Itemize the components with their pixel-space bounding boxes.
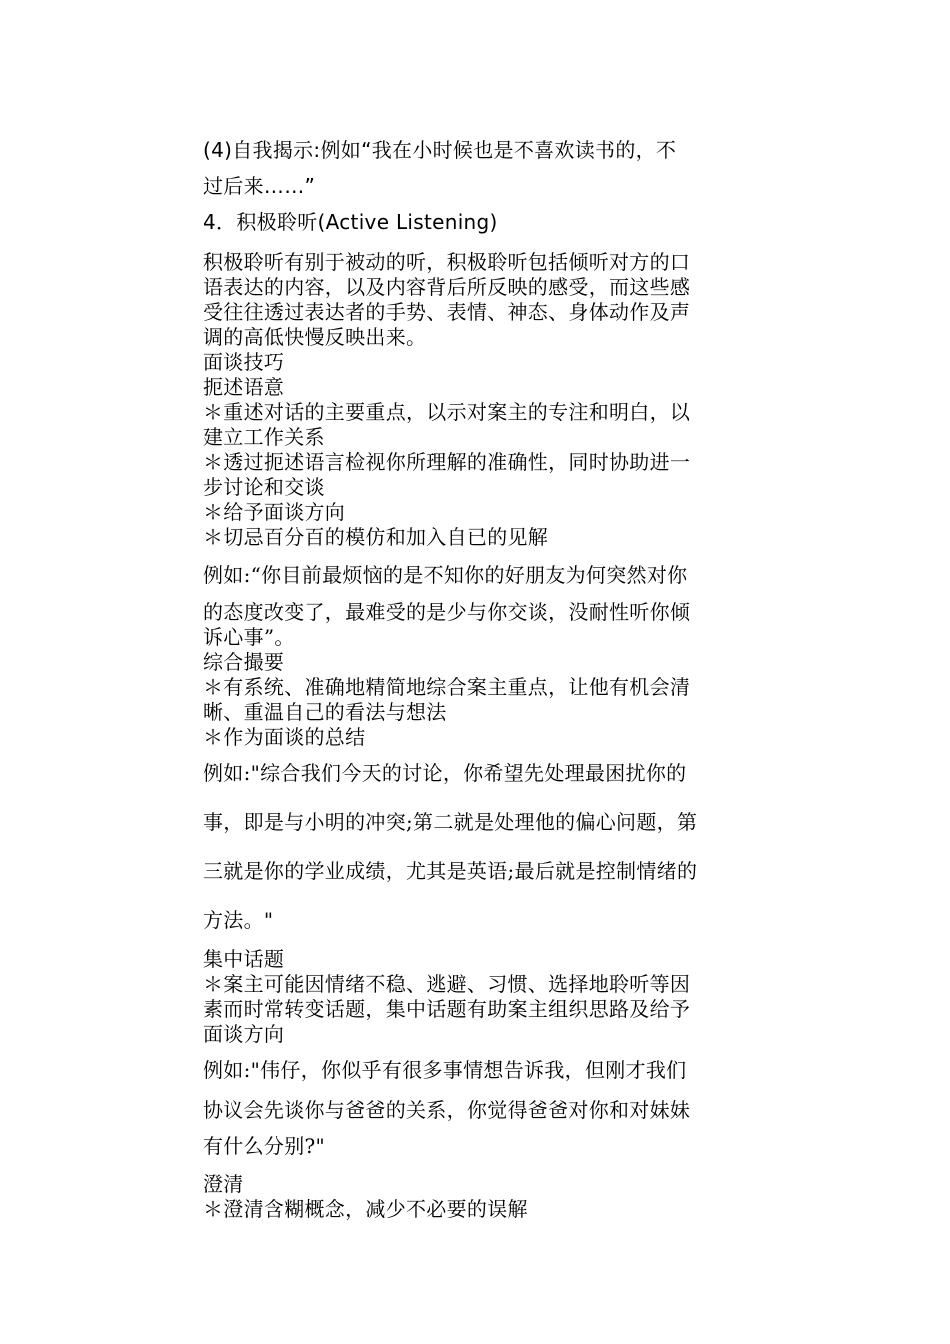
example-line: 的态度改变了，最难受的是少与你交谈，没耐性听你倾 (203, 600, 691, 624)
subheading-paraphrase: 扼述语意 (203, 375, 285, 399)
bullet-line: ＊重述对话的主要重点，以示对案主的专注和明白，以 (203, 400, 691, 424)
bullet-line: ＊透过扼述语言检视你所理解的准确性，同时协助进一 (203, 450, 691, 474)
bullet-line: 晰、重温自己的看法与想法 (203, 700, 447, 724)
bullet-line: ＊有系统、准确地精简地综合案主重点，让他有机会清 (203, 675, 691, 699)
bullet-line: 步讨论和交谈 (203, 475, 325, 499)
example-line: 例如:"伟仔，你似乎有很多事情想告诉我，但刚才我们 (203, 1058, 687, 1082)
self-disclosure-line-2: 过后来……” (203, 174, 316, 198)
paragraph-line: 受往往透过表达者的手势、表情、神态、身体动作及声 (203, 300, 691, 324)
paragraph-line: 语表达的内容，以及内容背后所反映的感受，而这些感 (203, 275, 691, 299)
subheading-focus-topic: 集中话题 (203, 947, 285, 971)
paragraph-line: 积极聆听有别于被动的听，积极聆听包括倾听对方的口 (203, 250, 691, 274)
subheading-summary: 综合撮要 (203, 650, 285, 674)
bullet-line: ＊给予面谈方向 (203, 500, 346, 524)
bullet-line: 建立工作关系 (203, 425, 325, 449)
bullet-line: ＊作为面谈的总结 (203, 725, 366, 749)
example-line: 例如:"综合我们今天的讨论，你希望先处理最困扰你的 (203, 761, 687, 785)
section-heading-active-listening: 4．积极聆听(Active Listening) (203, 210, 498, 234)
example-line: 诉心事”。 (203, 625, 295, 649)
subheading-clarify: 澄清 (203, 1172, 244, 1196)
self-disclosure-line-1: (4)自我揭示:例如“我在小时候也是不喜欢读书的，不 (203, 138, 677, 162)
example-line: 三就是你的学业成绩，尤其是英语;最后就是控制情绪的 (203, 859, 698, 883)
example-line: 方法。" (203, 908, 274, 932)
bullet-line: 面谈方向 (203, 1022, 285, 1046)
bullet-line: ＊澄清含糊概念，减少不必要的误解 (203, 1197, 528, 1221)
example-line: 例如:“你目前最烦恼的是不知你的好朋友为何突然对你 (203, 563, 688, 587)
bullet-line: ＊案主可能因情绪不稳、逃避、习惯、选择地聆听等因 (203, 972, 691, 996)
paragraph-line: 调的高低快慢反映出来。 (203, 325, 427, 349)
bullet-line: 素而时常转变话题，集中话题有助案主组织思路及给予 (203, 997, 691, 1021)
subheading-interview-skills: 面谈技巧 (203, 350, 285, 374)
example-line: 协议会先谈你与爸爸的关系，你觉得爸爸对你和对妹妹 (203, 1098, 691, 1122)
bullet-line: ＊切忌百分百的模仿和加入自已的见解 (203, 525, 549, 549)
example-line: 有什么分别?" (203, 1134, 326, 1158)
example-line: 事，即是与小明的冲突;第二就是处理他的偏心问题，第 (203, 810, 698, 834)
